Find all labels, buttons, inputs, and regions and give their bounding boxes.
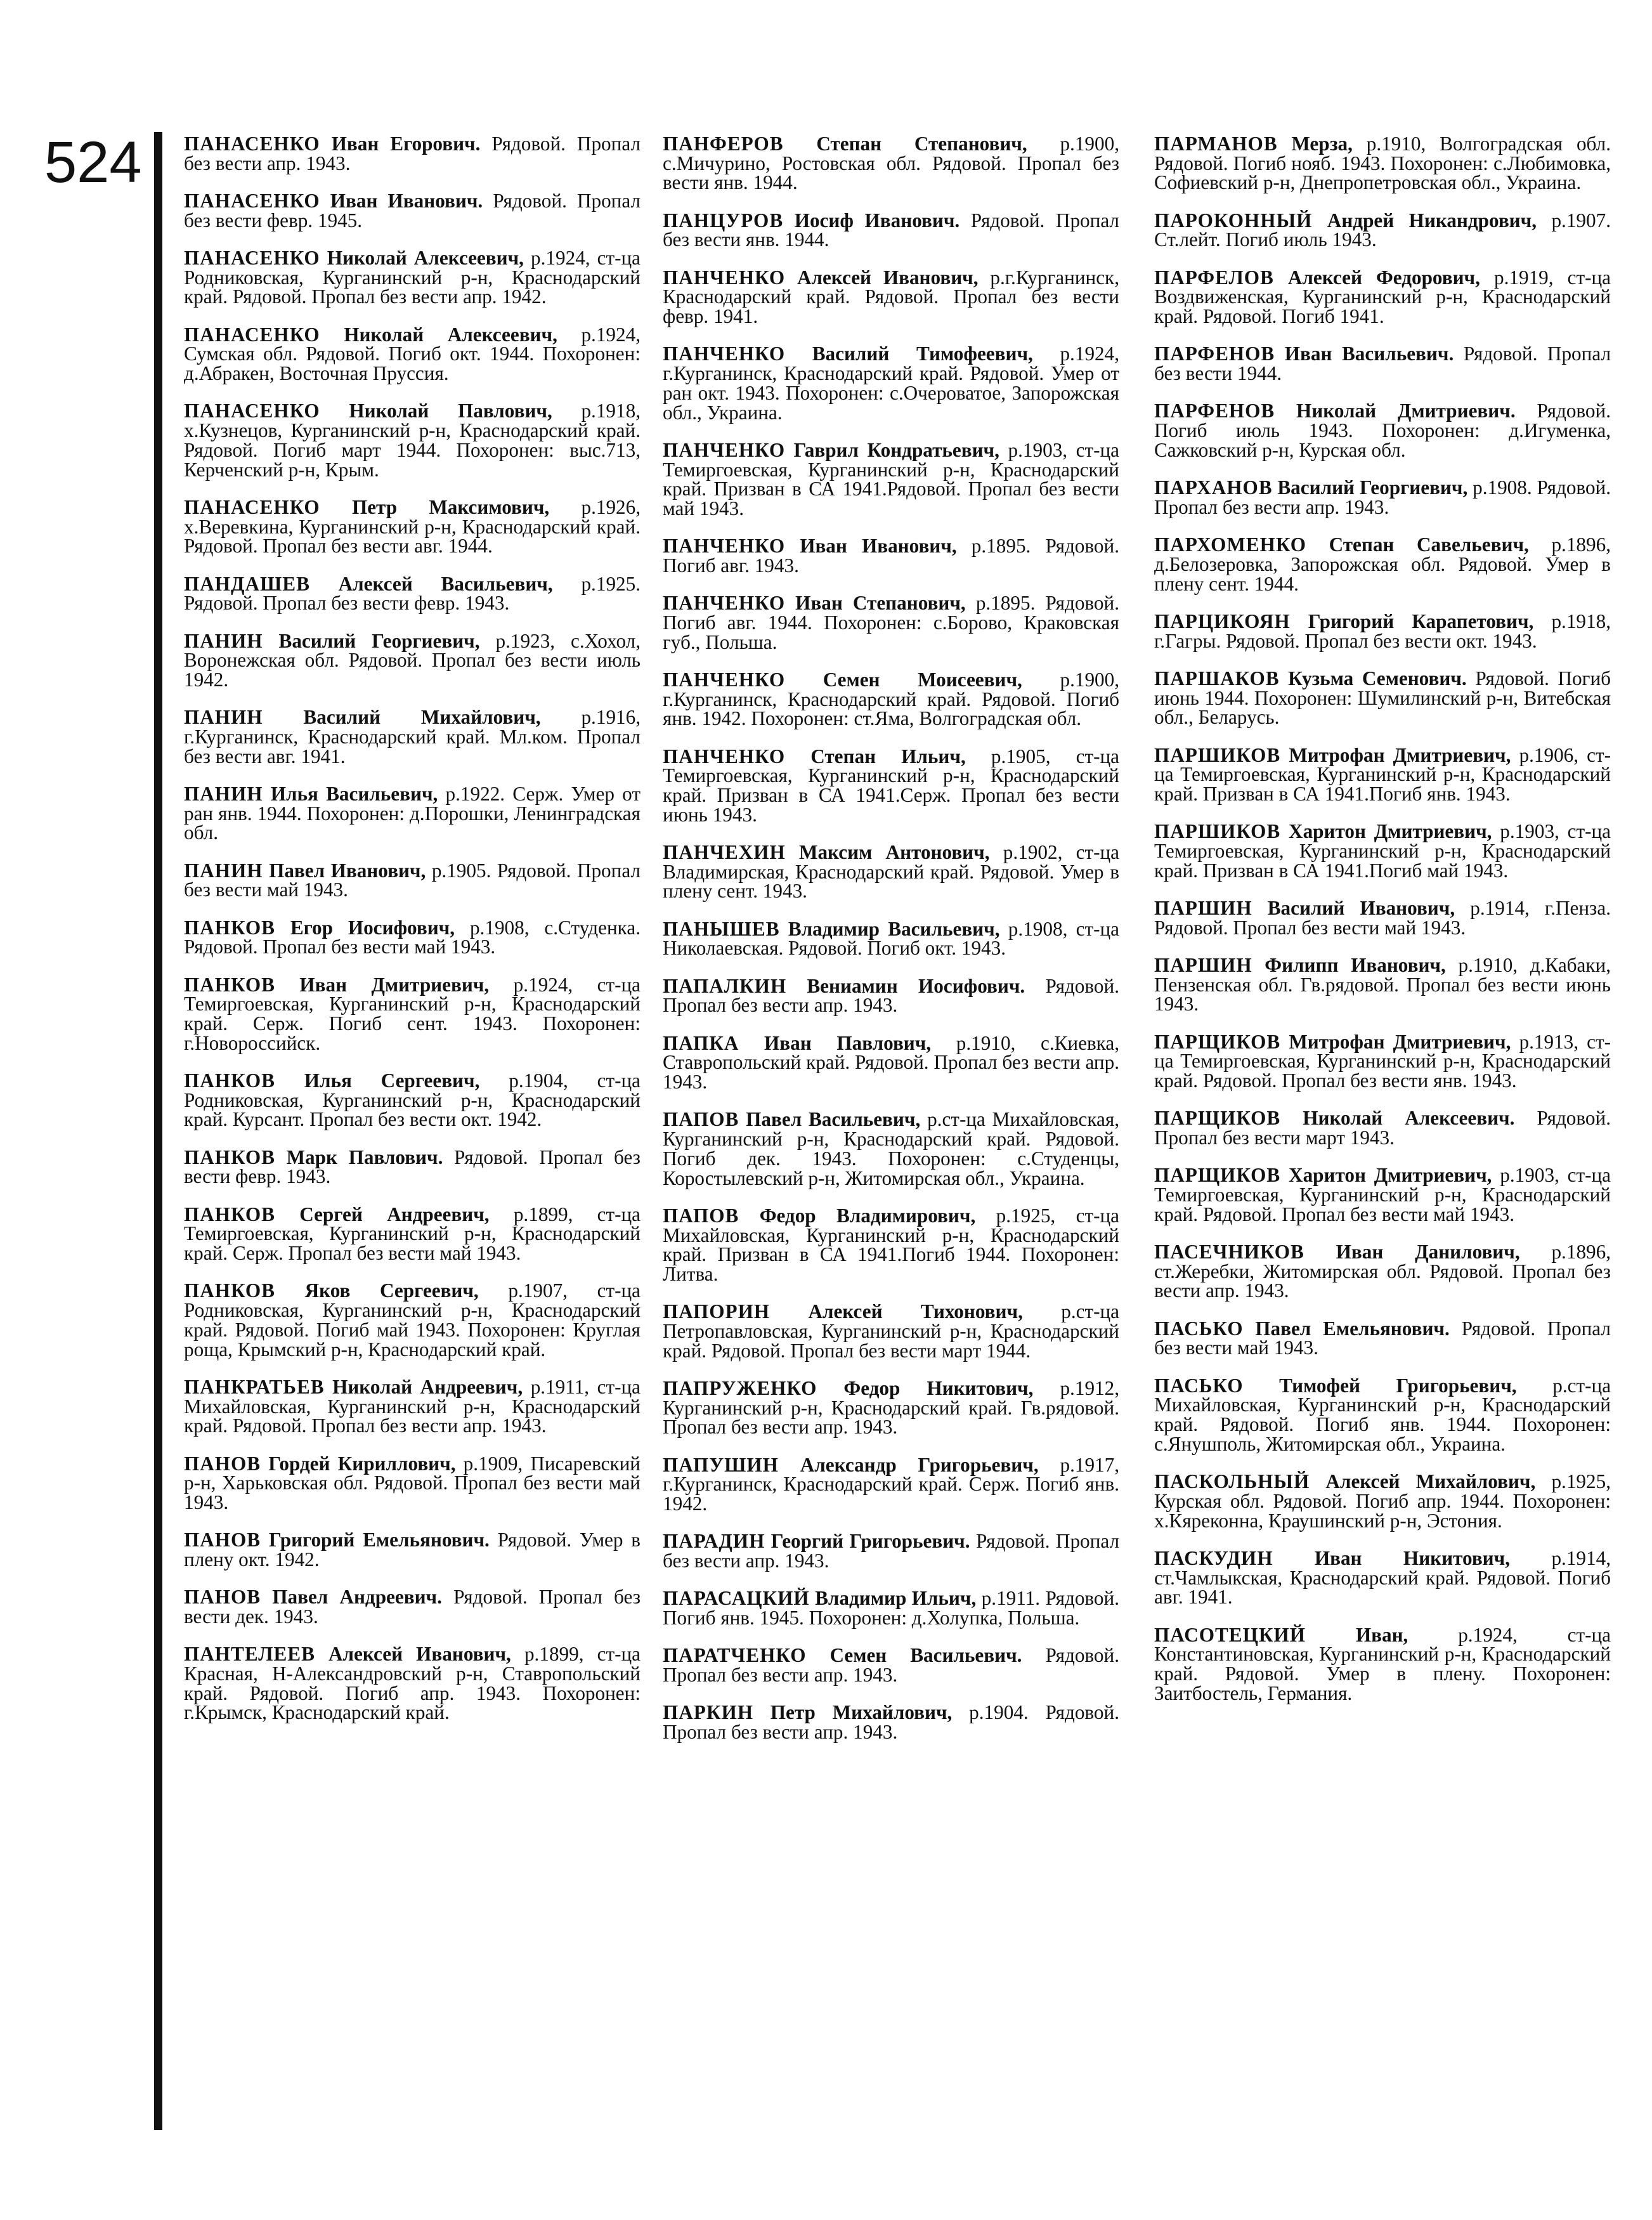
entry-surname: ПАНЧЕНКО xyxy=(663,668,786,691)
entry-surname: ПАНОВ xyxy=(184,1586,261,1609)
entry-given-name: Гордей Кириллович, xyxy=(268,1452,456,1475)
entry-details: р.1918, х.Кузнецов, Курганинский р-н, Краснодарский край. Рядовой. Погиб март 1944. Похоронен: выс.713, Керченский р-н, Крым. xyxy=(184,400,641,481)
entry-surname: ПАНАСЕНКО xyxy=(184,190,320,212)
entry-surname: ПАНАСЕНКО xyxy=(184,247,320,269)
entry-details: р.1912, Курганинский р-н, Краснодарский край. Гв.рядовой. Пропал без вести апр. 1943. xyxy=(663,1376,1120,1439)
entry-surname: ПАНКОВ xyxy=(184,1279,275,1302)
entry-given-name: Федор Владимирович, xyxy=(759,1204,976,1227)
entry-surname: ПАПУШИН xyxy=(663,1453,779,1476)
entry-given-name: Иван Егорович. xyxy=(331,133,481,155)
register-entry xyxy=(663,747,1119,825)
register-entry xyxy=(663,670,1119,729)
entry-surname: ПАНЦУРОВ xyxy=(663,209,784,232)
entry-given-name: Илья Васильевич, xyxy=(270,782,438,805)
entry-details: р.1925, ст-ца Михайловская, Курганинский р-н, Краснодарский край. Призван в СА 1941.Погиб 1944. Похоронен: Литва. xyxy=(663,1204,1119,1285)
entry-surname: ПАНИН xyxy=(184,629,263,652)
register-entry xyxy=(663,1453,1120,1515)
entry-details: р.1924, ст-ца Темиргоевская, Курганинский р-н, Краснодарский край. Серж. Погиб сент. 1943. Похоронен: г.Новороссийск. xyxy=(184,973,641,1054)
entry-details: р.1924, г.Курганинск, Краснодарский край. Рядовой. Умер от ран окт. 1943. Похоронен: с.Очероватое, Запорожская обл., Украина. xyxy=(663,343,1120,424)
entry-given-name: Иван, xyxy=(1355,1623,1408,1646)
entry-given-name: Яков Сергеевич, xyxy=(304,1279,479,1302)
entry-surname: ПАРАДИН xyxy=(663,1530,765,1553)
register-entry xyxy=(1154,1166,1611,1224)
register-entry xyxy=(184,1454,641,1513)
entry-details: р.1911. Рядовой. Погиб янв. 1945. Похоронен: д.Холупка, Польша. xyxy=(663,1587,1120,1629)
entry-given-name: Петр Михайлович, xyxy=(770,1701,953,1724)
entry-given-name: Кузьма Семенович. xyxy=(1288,667,1467,689)
entry-surname: ПАНФЕРОВ xyxy=(663,133,784,155)
entry-details: р.1926, х.Веревкина, Курганинский р-н, Краснодарский край. Рядовой. Пропал без вести авг. 1944. xyxy=(184,495,641,558)
entry-surname: ПАНКОВ xyxy=(184,1069,275,1092)
register-entry xyxy=(663,537,1119,575)
entry-surname: ПАРШАКОВ xyxy=(1154,667,1280,689)
entry-surname: ПАРЦИКОЯН xyxy=(1154,610,1291,632)
register-entry xyxy=(1154,1109,1611,1147)
entry-given-name: Тимофей Григорьевич, xyxy=(1279,1374,1517,1397)
entry-details: р.1910, с.Киевка, Ставропольский край. Рядовой. Пропал без вести апр. 1943. xyxy=(663,1031,1119,1094)
entry-surname: ПАНЧЕНКО xyxy=(663,592,786,615)
entry-details: р.1917, г.Курганинск, Краснодарский край. Серж. Погиб янв. 1942. xyxy=(663,1453,1120,1515)
register-entry xyxy=(663,594,1119,652)
entry-given-name: Максим Антонович, xyxy=(799,841,990,864)
entry-surname: ПАПОРИН xyxy=(663,1300,771,1323)
entry-given-name: Иван Васильевич. xyxy=(1284,343,1454,365)
register-entry xyxy=(1154,1376,1611,1454)
entry-given-name: Марк Павлович. xyxy=(286,1146,443,1168)
register-entry xyxy=(184,325,641,384)
margin-rule xyxy=(154,132,162,2130)
entry-surname: ПАРЩИКОВ xyxy=(1154,1107,1281,1130)
entry-details: Рядовой. Пропал без вести янв. 1944. xyxy=(663,209,1119,251)
entry-details: Рядовой. Пропал без вести 1944. xyxy=(1154,343,1611,385)
entry-given-name: Николай Алексеевич, xyxy=(327,247,524,269)
entry-details: р.1899, ст-ца Темиргоевская, Курганинский р-н, Краснодарский край. Серж. Пропал без вести май 1943. xyxy=(184,1203,641,1265)
entry-given-name: Григорий Карапетович, xyxy=(1308,610,1534,632)
entry-surname: ПАРОКОННЫЙ xyxy=(1154,209,1313,232)
register-entry xyxy=(184,973,641,1054)
entry-given-name: Алексей Васильевич, xyxy=(338,572,553,595)
register-entry xyxy=(184,1148,641,1187)
register-entry xyxy=(1154,896,1611,939)
register-entry xyxy=(1154,1030,1611,1092)
entry-surname: ПАНДАШЕВ xyxy=(184,572,310,595)
register-entry xyxy=(184,861,641,900)
entry-details: р.1923, с.Хохол, Воронежская обл. Рядовой. Пропал без вести июль 1942. xyxy=(184,629,641,691)
entry-details: р.1911, ст-ца Михайловская, Курганинский р-н, Краснодарский край. Рядовой. Пропал без вести апр. 1943. xyxy=(184,1375,641,1437)
register-entry xyxy=(184,1531,641,1569)
entry-surname: ПАНЧЕНКО xyxy=(663,535,786,558)
register-entry xyxy=(184,1281,641,1359)
register-entry xyxy=(663,268,1119,327)
entry-given-name: Георгий Григорьевич. xyxy=(771,1530,970,1553)
entry-details: р.1904. Рядовой. Пропал без вести апр. 1943. xyxy=(663,1701,1120,1744)
entry-details: р.ст-ца Петропавловская, Курганинский р-н, Краснодарский край. Рядовой. Пропал без вести март 1944. xyxy=(663,1300,1120,1362)
register-entry xyxy=(184,134,641,173)
entry-given-name: Иван Павлович, xyxy=(764,1031,932,1054)
entry-given-name: Павел Емельянович. xyxy=(1255,1317,1450,1340)
register-entry xyxy=(184,572,641,615)
register-entry xyxy=(663,211,1119,250)
register-entry xyxy=(184,708,641,766)
entry-surname: ПАПОВ xyxy=(663,1108,739,1131)
entry-given-name: Павел Васильевич, xyxy=(746,1108,921,1131)
entry-given-name: Митрофан Дмитриевич, xyxy=(1289,1030,1511,1053)
register-entry xyxy=(1154,1243,1611,1301)
register-entry xyxy=(1154,268,1611,327)
entry-surname: ПАНЧЕНКО xyxy=(663,745,786,767)
entry-details: р.1904, ст-ца Родниковская, Курганинский р-н, Краснодарский край. Курсант. Пропал без вести окт. 1942. xyxy=(184,1069,641,1131)
register-entry xyxy=(184,1071,641,1130)
entry-details: р.1908. Рядовой. Пропал без вести апр. 1943. xyxy=(1154,476,1611,518)
register-entry xyxy=(184,1588,641,1626)
entry-given-name: Илья Сергеевич, xyxy=(304,1069,480,1092)
register-entry xyxy=(184,249,641,307)
entry-details: р.1895. Рядовой. Погиб авг. 1943. xyxy=(663,535,1119,577)
entry-surname: ПАНКРАТЬЕВ xyxy=(184,1375,325,1398)
register-entry xyxy=(1154,953,1611,1015)
entry-surname: ПАНКОВ xyxy=(184,1146,275,1168)
register-entry xyxy=(1154,134,1611,193)
entry-details: р.1908, ст-ца Николаевская. Рядовой. Погиб окт. 1943. xyxy=(663,917,1120,960)
entry-details: р.1913, ст-ца Темиргоевская, Курганинский р-н, Краснодарский край. Рядовой. Пропал без вести янв. 1943. xyxy=(1154,1030,1611,1092)
entry-given-name: Василий Тимофеевич, xyxy=(812,343,1033,365)
entry-details: Рядовой. Пропал без вести май 1943. xyxy=(1154,1317,1611,1359)
entry-given-name: Харитон Дмитриевич, xyxy=(1289,820,1492,843)
entry-surname: ПАНАСЕНКО xyxy=(184,133,320,155)
register-entry xyxy=(184,402,641,480)
entry-details: р.1924, ст-ца Родниковская, Курганинский р-н, Краснодарский край. Рядовой. Пропал без вести апр. 1942. xyxy=(184,247,641,308)
entry-surname: ПАРФЕНОВ xyxy=(1154,400,1275,422)
entry-details: р.1905. Рядовой. Пропал без вести май 1943. xyxy=(184,859,641,901)
entry-given-name: Алексей Михайлович, xyxy=(1325,1470,1536,1493)
entry-details: р.1924, ст-ца Константиновская, Курганинский р-н, Краснодарский край. Рядовой. Умер в плену. Похоронен: Заитбостель, Германия. xyxy=(1154,1623,1611,1704)
entry-surname: ПАНТЕЛЕЕВ xyxy=(184,1643,315,1666)
entry-surname: ПАНИН xyxy=(184,782,263,805)
register-entry xyxy=(184,495,641,558)
register-entry xyxy=(184,782,641,844)
entry-given-name: Гаврил Кондратьевич, xyxy=(793,438,999,461)
entry-surname: ПАПКА xyxy=(663,1031,739,1054)
entry-surname: ПАРАТЧЕНКО xyxy=(663,1644,807,1667)
register-entry xyxy=(1154,669,1611,728)
register-entry xyxy=(663,1031,1119,1094)
entry-given-name: Николай Дмитриевич. xyxy=(1296,400,1516,422)
register-entry xyxy=(1154,612,1611,651)
entry-given-name: Харитон Дмитриевич, xyxy=(1289,1164,1492,1187)
register-entry xyxy=(1154,743,1611,805)
register-entry xyxy=(184,192,641,230)
entry-surname: ПАРФЕЛОВ xyxy=(1154,266,1274,289)
register-entry xyxy=(663,1589,1119,1628)
register-entry xyxy=(184,1375,641,1437)
entry-surname: ПАРХАНОВ xyxy=(1154,476,1273,499)
entry-details: р.1906, ст-ца Темиргоевская, Курганинский р-н, Краснодарский край. Призван в СА 1941.Погиб янв. 1943. xyxy=(1154,743,1611,805)
register-entry xyxy=(663,974,1119,1017)
entry-given-name: Петр Максимович, xyxy=(351,495,550,518)
entry-given-name: Николай Андреевич, xyxy=(332,1375,523,1398)
register-entry xyxy=(1154,1546,1611,1609)
entry-given-name: Иван Степанович, xyxy=(795,592,966,615)
entry-details: р.ст-ца Михайловская, Курганинский р-н, Краснодарский край. Рядовой. Погиб дек. 1943. Похоронен: с.Студенцы, Коростылевский р-н, Житомирская обл., Украина. xyxy=(663,1108,1120,1189)
entry-details: р.1916, г.Курганинск, Краснодарский край. Мл.ком. Пропал без вести авг. 1941. xyxy=(184,706,641,767)
entry-surname: ПАСКУДИН xyxy=(1154,1546,1273,1569)
entry-given-name: Егор Иосифович, xyxy=(290,916,455,939)
register-entry xyxy=(1154,478,1611,517)
entry-details: р.1900, с.Мичурино, Ростовская обл. Рядовой. Пропал без вести янв. 1944. xyxy=(663,133,1119,194)
entry-surname: ПАНЧЕХИН xyxy=(663,841,786,864)
register-entry xyxy=(663,438,1120,519)
entry-given-name: Иван Иванович. xyxy=(330,190,483,212)
entry-surname: ПАПОВ xyxy=(663,1204,739,1227)
register-entry xyxy=(663,1302,1119,1361)
register-entry xyxy=(663,1110,1119,1188)
entry-given-name: Иван Данилович, xyxy=(1336,1241,1520,1263)
entry-details: р.1899, ст-ца Красная, Н-Александровский р-н, Ставропольский край. Рядовой. Погиб апр. 1943. Похоронен: г.Крымск, Краснодарский край. xyxy=(184,1643,641,1724)
entry-details: р.1918, г.Гагры. Рядовой. Пропал без вести окт. 1943. xyxy=(1154,610,1611,652)
entry-details: р.1896, д.Белозеровка, Запорожская обл. Рядовой. Умер в плену сент. 1944. xyxy=(1154,533,1611,595)
entry-details: Рядовой. Пропал без вести февр. 1943. xyxy=(184,1146,641,1188)
entry-details: р.1900, г.Курганинск, Краснодарский край. Рядовой. Погиб янв. 1942. Похоронен: ст.Яма, Волгоградская обл. xyxy=(663,668,1120,730)
column-3 xyxy=(1154,134,1611,1721)
entry-surname: ПАРЩИКОВ xyxy=(1154,1164,1281,1187)
entry-given-name: Василий Георгиевич, xyxy=(278,629,480,652)
entry-details: р.1919, ст-ца Воздвиженская, Курганинский р-н, Краснодарский край. Рядовой. Погиб 1941. xyxy=(1154,266,1611,328)
register-entry xyxy=(663,1646,1119,1685)
register-entry xyxy=(1154,822,1611,880)
entry-given-name: Владимир Ильич, xyxy=(815,1587,977,1610)
entry-surname: ПАНКОВ xyxy=(184,1203,275,1225)
entry-surname: ПАНКОВ xyxy=(184,973,275,996)
register-entry xyxy=(1154,535,1611,594)
entry-details: р.1903, ст-ца Темиргоевская, Курганинский р-н, Краснодарский край. Призван в СА 1941.Погиб май 1943. xyxy=(1154,820,1611,882)
entry-details: р.1914, г.Пенза. Рядовой. Пропал без вести май 1943. xyxy=(1154,896,1611,939)
entry-details: р.1903, ст-ца Темиргоевская, Курганинский р-н, Краснодарский край. Призван в СА 1941.Рядовой. Пропал без вести май 1943. xyxy=(663,438,1120,519)
entry-given-name: Николай Алексеевич. xyxy=(1303,1107,1515,1130)
register-entry xyxy=(184,918,641,957)
entry-surname: ПАНАСЕНКО xyxy=(184,323,320,346)
entry-given-name: Иван Никитович, xyxy=(1314,1546,1511,1569)
entry-surname: ПАНКОВ xyxy=(184,916,275,939)
register-entry xyxy=(1154,1319,1611,1358)
entry-details: р.1925. Рядовой. Пропал без вести февр. 1943. xyxy=(184,572,641,615)
entry-details: р.1903, ст-ца Темиргоевская, Курганинский р-н, Краснодарский край. Рядовой. Пропал без вести май 1943. xyxy=(1154,1164,1611,1225)
column-1 xyxy=(184,134,641,1741)
register-entry xyxy=(663,1376,1120,1439)
page-number: 524 xyxy=(44,130,142,195)
entry-details: Рядовой. Пропал без вести апр. 1943. xyxy=(663,1644,1120,1687)
entry-surname: ПАСЬКО xyxy=(1154,1317,1244,1340)
register-entry xyxy=(1154,211,1611,250)
entry-details: р.1910, д.Кабаки, Пензенская обл. Гв.рядовой. Пропал без вести июнь 1943. xyxy=(1154,953,1611,1015)
register-entry xyxy=(1154,402,1611,460)
entry-surname: ПАРШИКОВ xyxy=(1154,743,1281,766)
entry-given-name: Алексей Иванович, xyxy=(328,1643,511,1666)
entry-surname: ПАНЧЕНКО xyxy=(663,343,786,365)
entry-given-name: Степан Савельевич, xyxy=(1329,533,1529,556)
entry-surname: ПАПАЛКИН xyxy=(663,974,787,997)
entry-details: Рядовой. Пропал без вести март 1943. xyxy=(1154,1107,1611,1149)
entry-given-name: Василий Иванович, xyxy=(1267,896,1455,919)
register-entry xyxy=(1154,1623,1611,1704)
entry-given-name: Григорий Емельянович. xyxy=(268,1529,490,1551)
entry-given-name: Алексей Иванович, xyxy=(797,266,979,289)
entry-given-name: Алексей Федорович, xyxy=(1287,266,1480,289)
entry-details: Рядовой. Погиб июнь 1944. Похоронен: Шумилинский р-н, Витебская обл., Беларусь. xyxy=(1154,667,1611,729)
register-entry xyxy=(663,134,1119,193)
entry-given-name: Федор Никитович, xyxy=(843,1376,1034,1399)
entry-details: р.1909, Писаревский р-н, Харьковская обл. Рядовой. Пропал без вести май 1943. xyxy=(184,1452,641,1513)
entry-details: р.1907, ст-ца Родниковская, Курганинский р-н, Краснодарский край. Рядовой. Погиб май 1943. Похоронен: Круглая роща, Крымский р-н, Краснодарский край. xyxy=(184,1279,641,1361)
entry-surname: ПАНАСЕНКО xyxy=(184,400,320,422)
entry-details: р.ст-ца Михайловская, Курганинский р-н, Краснодарский край. Рядовой. Погиб янв. 1944. Похоронен: с.Янушполь, Житомирская обл., Украина. xyxy=(1154,1374,1611,1455)
entry-given-name: Василий Михайлович, xyxy=(303,706,541,729)
entry-surname: ПАПРУЖЕНКО xyxy=(663,1376,817,1399)
entry-given-name: Иосиф Иванович. xyxy=(794,209,960,232)
entry-details: р.1922. Серж. Умер от ран янв. 1944. Похоронен: д.Порошки, Ленинградская обл. xyxy=(184,782,641,844)
entry-surname: ПАСЬКО xyxy=(1154,1374,1244,1397)
entry-surname: ПАНОВ xyxy=(184,1529,261,1551)
entry-given-name: Иван Дмитриевич, xyxy=(299,973,490,996)
entry-given-name: Вениамин Иосифович. xyxy=(807,974,1025,997)
entry-details: Рядовой. Пропал без вести дек. 1943. xyxy=(184,1586,641,1628)
entry-surname: ПАНЧЕНКО xyxy=(663,266,786,289)
entry-details: р.1925, Курская обл. Рядовой. Погиб апр. 1944. Похоронен: х.Кяреконна, Краушинский р-н, Эстония. xyxy=(1154,1470,1611,1532)
entry-given-name: Василий Георгиевич, xyxy=(1277,476,1468,499)
entry-given-name: Андрей Никандрович, xyxy=(1327,209,1537,232)
register-entry xyxy=(663,1532,1119,1570)
entry-details: р.1908, с.Студенка. Рядовой. Пропал без вести май 1943. xyxy=(184,916,641,958)
entry-details: р.1924, Сумская обл. Рядовой. Погиб окт. 1944. Похоронен: д.Абракен, Восточная Пруссия. xyxy=(184,323,641,385)
entry-given-name: Николай Павлович, xyxy=(349,400,552,422)
register-entry xyxy=(184,629,641,691)
entry-surname: ПАРШИН xyxy=(1154,953,1252,976)
entry-given-name: Семен Васильевич. xyxy=(829,1644,1022,1667)
entry-given-name: Владимир Васильевич, xyxy=(788,917,1000,940)
register-entry xyxy=(184,1645,641,1723)
entry-given-name: Павел Андреевич. xyxy=(272,1586,442,1609)
entry-details: Рядовой. Умер в плену окт. 1942. xyxy=(184,1529,641,1570)
entry-details: р.1910, Волгоградская обл. Рядовой. Погиб нояб. 1943. Похоронен: с.Любимовка, Софиевский р-н, Днепропетровская обл., Украина. xyxy=(1154,133,1611,194)
entry-surname: ПАРФЕНОВ xyxy=(1154,343,1275,365)
entry-given-name: Степан Степанович, xyxy=(816,133,1027,155)
register-entry xyxy=(663,843,1119,901)
entry-surname: ПАРЩИКОВ xyxy=(1154,1030,1281,1053)
register-entry xyxy=(1154,1472,1611,1531)
entry-given-name: Иван Иванович, xyxy=(800,535,957,558)
register-entry xyxy=(663,1703,1119,1742)
entry-details: р.1914, ст.Чамлыкская, Краснодарский край. Рядовой. Погиб авг. 1941. xyxy=(1154,1546,1611,1609)
column-2 xyxy=(663,134,1119,1760)
entry-given-name: Александр Григорьевич, xyxy=(800,1453,1039,1476)
entry-surname: ПАНОВ xyxy=(184,1452,261,1475)
entry-given-name: Филипп Иванович, xyxy=(1265,953,1446,976)
entry-details: Рядовой. Пропал без вести февр. 1945. xyxy=(184,190,641,232)
entry-details: Рядовой. Погиб июль 1943. Похоронен: д.Игуменка, Сажковский р-н, Курская обл. xyxy=(1154,400,1611,461)
entry-details: Рядовой. Пропал без вести апр. 1943. xyxy=(663,1530,1120,1572)
entry-surname: ПАНЧЕНКО xyxy=(663,438,786,461)
entry-details: Рядовой. Пропал без вести апр. 1943. xyxy=(184,133,641,174)
entry-surname: ПАНЫШЕВ xyxy=(663,917,780,940)
entry-details: р.1896, ст.Жеребки, Житомирская обл. Рядовой. Пропал без вести апр. 1943. xyxy=(1154,1241,1611,1302)
entry-surname: ПАСКОЛЬНЫЙ xyxy=(1154,1470,1310,1493)
entry-details: р.1905, ст-ца Темиргоевская, Курганинский р-н, Краснодарский край. Призван в СА 1941.Серж. Пропал без вести июнь 1943. xyxy=(663,745,1120,826)
entry-details: р.1907. Ст.лейт. Погиб июль 1943. xyxy=(1154,209,1611,251)
entry-details: р.1895. Рядовой. Погиб авг. 1944. Похоронен: с.Борово, Краковская губ., Польша. xyxy=(663,592,1120,653)
register-entry xyxy=(663,1206,1119,1284)
entry-surname: ПАРШИКОВ xyxy=(1154,820,1281,843)
entry-given-name: Мерза, xyxy=(1291,133,1353,155)
entry-surname: ПАСЕЧНИКОВ xyxy=(1154,1241,1304,1263)
entry-given-name: Семен Моисеевич, xyxy=(823,668,1022,691)
register-entry xyxy=(663,344,1119,422)
register-entry xyxy=(663,917,1120,960)
entry-surname: ПАРАСАЦКИЙ xyxy=(663,1587,810,1610)
entry-surname: ПАРХОМЕНКО xyxy=(1154,533,1306,556)
register-entry xyxy=(184,1205,641,1263)
entry-surname: ПАНИН xyxy=(184,706,263,729)
entry-given-name: Сергей Андреевич, xyxy=(299,1203,490,1225)
entry-surname: ПАНАСЕНКО xyxy=(184,495,320,518)
entry-surname: ПАРШИН xyxy=(1154,896,1252,919)
register-entry xyxy=(1154,344,1611,383)
entry-details: Рядовой. Пропал без вести апр. 1943. xyxy=(663,974,1119,1017)
entry-given-name: Алексей Тихонович, xyxy=(808,1300,1023,1323)
entry-given-name: Митрофан Дмитриевич, xyxy=(1289,743,1511,766)
entry-details: р.1902, ст-ца Владимирская, Краснодарский край. Рядовой. Умер в плену сент. 1943. xyxy=(663,841,1119,903)
entry-surname: ПАРКИН xyxy=(663,1701,753,1724)
entry-surname: ПАСОТЕЦКИЙ xyxy=(1154,1623,1306,1646)
entry-given-name: Степан Ильич, xyxy=(810,745,966,767)
entry-given-name: Николай Алексеевич, xyxy=(344,323,557,346)
entry-surname: ПАНИН xyxy=(184,859,263,882)
entry-given-name: Павел Иванович, xyxy=(269,859,426,882)
entry-details: р.г.Курганинск, Краснодарский край. Рядовой. Пропал без вести февр. 1941. xyxy=(663,266,1119,328)
entry-surname: ПАРМАНОВ xyxy=(1154,133,1278,155)
